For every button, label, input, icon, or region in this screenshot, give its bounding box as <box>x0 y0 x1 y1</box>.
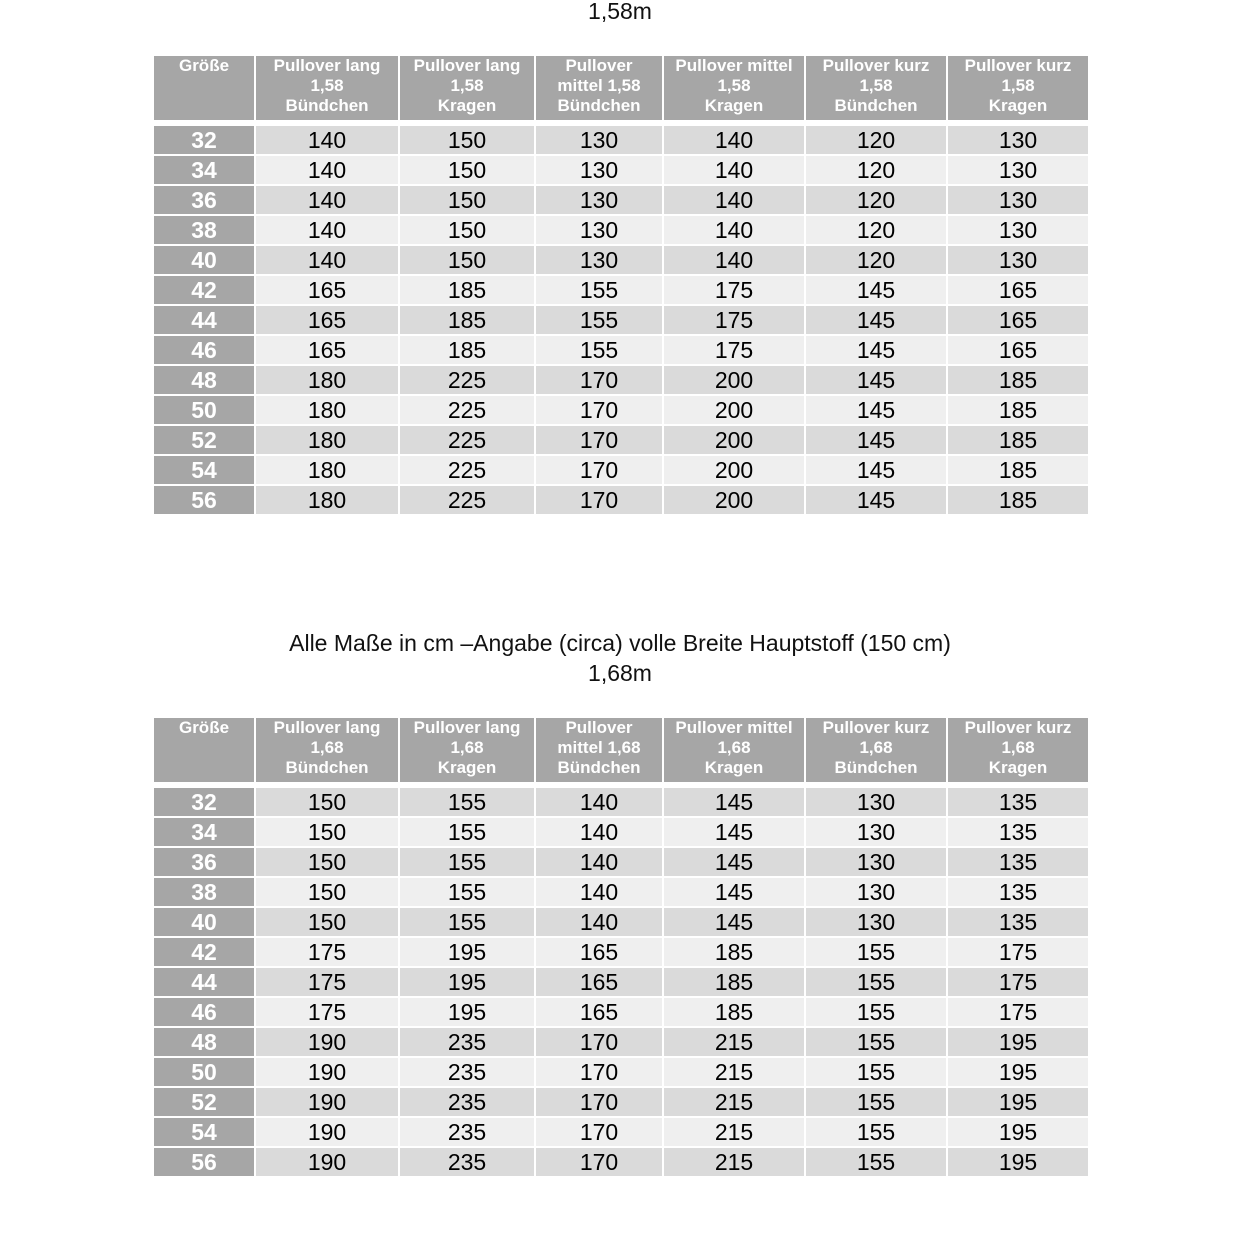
header-line: Pullover lang <box>273 56 381 75</box>
caption-line-2: 1,58m <box>588 0 652 24</box>
measurement-cell: 120 <box>806 156 946 186</box>
header-line: 1,58 <box>310 76 344 95</box>
measurement-cell: 175 <box>948 998 1088 1028</box>
measurement-cell: 185 <box>948 456 1088 486</box>
measurement-cell: 185 <box>400 306 534 336</box>
measurement-cell: 185 <box>948 486 1088 516</box>
measurement-cell: 170 <box>536 1088 662 1118</box>
measurement-cell: 130 <box>948 156 1088 186</box>
measurement-cell: 155 <box>806 968 946 998</box>
measurement-cell: 170 <box>536 426 662 456</box>
measurement-cell: 175 <box>664 336 804 366</box>
measurement-cell: 135 <box>948 848 1088 878</box>
header-line: Pullover mittel <box>675 718 793 737</box>
measurement-cell: 200 <box>664 426 804 456</box>
size-label: 48 <box>154 366 254 396</box>
header-line: Kragen <box>437 758 497 777</box>
measurement-cell: 180 <box>256 396 398 426</box>
table-row <box>154 246 1088 276</box>
measurement-cell: 130 <box>948 126 1088 156</box>
header-line: Pullover kurz <box>822 718 930 737</box>
measurement-cell: 180 <box>256 426 398 456</box>
measurement-cell: 120 <box>806 126 946 156</box>
measurement-cell: 215 <box>664 1118 804 1148</box>
measurement-cell: 175 <box>948 938 1088 968</box>
header-line: 1,58 <box>1001 76 1035 95</box>
measurement-cell: 130 <box>948 186 1088 216</box>
measurement-cell: 170 <box>536 396 662 426</box>
measurement-cell: 170 <box>536 1028 662 1058</box>
size-label: 46 <box>154 336 254 366</box>
measurement-cell: 185 <box>664 968 804 998</box>
size-label: 56 <box>154 486 254 516</box>
measurement-cell: 145 <box>664 788 804 818</box>
measurement-cell: 200 <box>664 396 804 426</box>
measurement-cell: 195 <box>948 1118 1088 1148</box>
size-table-1-68 <box>152 718 1090 1178</box>
measurement-cell: 185 <box>948 426 1088 456</box>
measurement-cell: 225 <box>400 486 534 516</box>
table-row <box>154 968 1088 998</box>
measurement-cell: 145 <box>806 396 946 426</box>
header-line: Bündchen <box>834 758 918 777</box>
header-line: 1,58 <box>717 76 751 95</box>
header-line: 1,68 <box>717 738 751 757</box>
measurement-cell: 140 <box>536 848 662 878</box>
header-line: Pullover kurz <box>822 56 930 75</box>
header-line: Kragen <box>704 96 764 115</box>
measurement-cell: 140 <box>536 788 662 818</box>
measurement-cell: 185 <box>400 276 534 306</box>
measurement-cell: 165 <box>256 336 398 366</box>
measurement-cell: 215 <box>664 1148 804 1178</box>
table-row <box>154 1088 1088 1118</box>
measurement-cell: 120 <box>806 216 946 246</box>
size-label: 44 <box>154 306 254 336</box>
caption-1-68 <box>0 628 1240 688</box>
measurement-cell: 195 <box>400 998 534 1028</box>
measurement-cell: 145 <box>664 878 804 908</box>
header-line: Bündchen <box>557 96 641 115</box>
measurement-cell: 200 <box>664 366 804 396</box>
measurement-cell: 185 <box>948 366 1088 396</box>
measurement-cell: 140 <box>664 156 804 186</box>
header-cell <box>256 56 398 126</box>
size-label: 40 <box>154 908 254 938</box>
measurement-cell: 170 <box>536 1148 662 1178</box>
header-line: 1,68 <box>1001 738 1035 757</box>
header-line: 1,68 <box>859 738 893 757</box>
table-row <box>154 336 1088 366</box>
measurement-cell: 145 <box>664 818 804 848</box>
header-cell <box>400 56 534 126</box>
measurement-cell: 165 <box>536 968 662 998</box>
measurement-cell: 190 <box>256 1088 398 1118</box>
header-line: Kragen <box>988 758 1048 777</box>
measurement-cell: 165 <box>256 276 398 306</box>
measurement-cell: 235 <box>400 1088 534 1118</box>
header-line: Kragen <box>704 758 764 777</box>
measurement-cell: 170 <box>536 486 662 516</box>
measurement-cell: 135 <box>948 908 1088 938</box>
header-groesse <box>154 718 254 788</box>
measurement-cell: 165 <box>256 306 398 336</box>
measurement-cell: 235 <box>400 1148 534 1178</box>
measurement-cell: 215 <box>664 1058 804 1088</box>
header-cell <box>400 718 534 788</box>
size-label: 38 <box>154 216 254 246</box>
measurement-cell: 130 <box>948 246 1088 276</box>
measurement-cell: 140 <box>536 818 662 848</box>
header-line: Pullover kurz <box>964 718 1072 737</box>
measurement-cell: 130 <box>536 216 662 246</box>
table-row <box>154 426 1088 456</box>
measurement-cell: 185 <box>664 938 804 968</box>
table-row <box>154 456 1088 486</box>
measurement-cell: 175 <box>256 968 398 998</box>
measurement-cell: 215 <box>664 1088 804 1118</box>
measurement-cell: 225 <box>400 426 534 456</box>
measurement-cell: 130 <box>536 186 662 216</box>
header-cell <box>664 56 804 126</box>
measurement-cell: 165 <box>948 336 1088 366</box>
table-row <box>154 216 1088 246</box>
table-row <box>154 486 1088 516</box>
header-cell <box>536 718 662 788</box>
measurement-cell: 155 <box>536 336 662 366</box>
measurement-cell: 150 <box>256 878 398 908</box>
measurement-cell: 130 <box>806 908 946 938</box>
measurement-cell: 165 <box>948 306 1088 336</box>
measurement-cell: 190 <box>256 1028 398 1058</box>
measurement-cell: 185 <box>948 396 1088 426</box>
header-line: 1,58 <box>450 76 484 95</box>
measurement-cell: 155 <box>400 908 534 938</box>
measurement-cell: 150 <box>256 788 398 818</box>
table-row <box>154 1118 1088 1148</box>
size-label: 46 <box>154 998 254 1028</box>
table-row <box>154 126 1088 156</box>
measurement-cell: 130 <box>536 126 662 156</box>
measurement-cell: 155 <box>806 1088 946 1118</box>
size-label: 36 <box>154 186 254 216</box>
size-label: 54 <box>154 456 254 486</box>
measurement-cell: 150 <box>400 126 534 156</box>
measurement-cell: 145 <box>806 456 946 486</box>
size-label: 34 <box>154 156 254 186</box>
measurement-cell: 140 <box>536 908 662 938</box>
header-cell <box>948 56 1088 126</box>
table-row <box>154 788 1088 818</box>
header-line: Bündchen <box>834 96 918 115</box>
measurement-cell: 140 <box>536 878 662 908</box>
measurement-cell: 120 <box>806 186 946 216</box>
measurement-cell: 235 <box>400 1118 534 1148</box>
measurement-cell: 130 <box>806 878 946 908</box>
header-groesse <box>154 56 254 126</box>
size-label: 42 <box>154 276 254 306</box>
measurement-cell: 175 <box>256 938 398 968</box>
measurement-cell: 145 <box>664 908 804 938</box>
measurement-cell: 235 <box>400 1058 534 1088</box>
header-line: Kragen <box>437 96 497 115</box>
measurement-cell: 155 <box>806 998 946 1028</box>
measurement-cell: 135 <box>948 788 1088 818</box>
measurement-cell: 145 <box>806 486 946 516</box>
size-label: 50 <box>154 396 254 426</box>
header-line: Pullover lang <box>273 718 381 737</box>
measurement-cell: 155 <box>536 306 662 336</box>
size-label: 54 <box>154 1118 254 1148</box>
table-row <box>154 156 1088 186</box>
table-row <box>154 396 1088 426</box>
table-row <box>154 1058 1088 1088</box>
measurement-cell: 140 <box>664 216 804 246</box>
measurement-cell: 140 <box>256 186 398 216</box>
size-label: 44 <box>154 968 254 998</box>
header-row <box>154 718 1088 788</box>
table-row <box>154 938 1088 968</box>
measurement-cell: 150 <box>400 156 534 186</box>
measurement-cell: 175 <box>256 998 398 1028</box>
measurement-cell: 195 <box>948 1088 1088 1118</box>
measurement-cell: 140 <box>256 156 398 186</box>
measurement-cell: 155 <box>806 1148 946 1178</box>
header-line: 1,68 <box>310 738 344 757</box>
measurement-cell: 170 <box>536 1058 662 1088</box>
measurement-cell: 235 <box>400 1028 534 1058</box>
measurement-cell: 165 <box>536 998 662 1028</box>
measurement-cell: 195 <box>948 1058 1088 1088</box>
measurement-cell: 140 <box>256 246 398 276</box>
measurement-cell: 170 <box>536 1118 662 1148</box>
size-label: 36 <box>154 848 254 878</box>
caption-line-1: Alle Maße in cm –Angabe (circa) volle Breite Hauptstoff (150 cm) <box>289 630 951 656</box>
header-line: 1,58 <box>859 76 893 95</box>
measurement-cell: 185 <box>664 998 804 1028</box>
measurement-cell: 225 <box>400 456 534 486</box>
measurement-cell: 190 <box>256 1118 398 1148</box>
measurement-cell: 195 <box>948 1028 1088 1058</box>
measurement-cell: 215 <box>664 1028 804 1058</box>
measurement-cell: 155 <box>806 1118 946 1148</box>
size-label: 38 <box>154 878 254 908</box>
size-label: 48 <box>154 1028 254 1058</box>
table-row <box>154 848 1088 878</box>
size-label: 32 <box>154 788 254 818</box>
measurement-cell: 145 <box>806 426 946 456</box>
measurement-cell: 155 <box>806 938 946 968</box>
measurement-cell: 195 <box>948 1148 1088 1178</box>
header-cell <box>664 718 804 788</box>
size-label: 34 <box>154 818 254 848</box>
measurement-cell: 155 <box>400 848 534 878</box>
measurement-cell: 120 <box>806 246 946 276</box>
header-line: mittel 1,68 <box>557 738 641 757</box>
table-row <box>154 1148 1088 1178</box>
measurement-cell: 225 <box>400 396 534 426</box>
measurement-cell: 150 <box>256 818 398 848</box>
header-line: Bündchen <box>285 96 369 115</box>
table-row <box>154 1028 1088 1058</box>
measurement-cell: 150 <box>400 216 534 246</box>
measurement-cell: 195 <box>400 968 534 998</box>
table-row <box>154 276 1088 306</box>
table-row <box>154 878 1088 908</box>
measurement-cell: 155 <box>400 818 534 848</box>
header-line: Pullover lang <box>413 56 521 75</box>
measurement-cell: 130 <box>806 818 946 848</box>
measurement-cell: 130 <box>536 156 662 186</box>
measurement-cell: 130 <box>948 216 1088 246</box>
caption-line-2: 1,68m <box>588 660 652 686</box>
header-line: Bündchen <box>557 758 641 777</box>
size-label: 42 <box>154 938 254 968</box>
measurement-cell: 190 <box>256 1058 398 1088</box>
measurement-cell: 170 <box>536 456 662 486</box>
measurement-cell: 185 <box>400 336 534 366</box>
size-label: 40 <box>154 246 254 276</box>
measurement-cell: 130 <box>536 246 662 276</box>
table-row <box>154 186 1088 216</box>
measurement-cell: 155 <box>806 1028 946 1058</box>
table-row <box>154 818 1088 848</box>
header-cell <box>806 718 946 788</box>
measurement-cell: 150 <box>256 848 398 878</box>
measurement-cell: 135 <box>948 878 1088 908</box>
measurement-cell: 130 <box>806 788 946 818</box>
measurement-cell: 150 <box>256 908 398 938</box>
measurement-cell: 140 <box>664 126 804 156</box>
table-row <box>154 908 1088 938</box>
header-line: Pullover lang <box>413 718 521 737</box>
header-row <box>154 56 1088 126</box>
measurement-cell: 175 <box>948 968 1088 998</box>
measurement-cell: 170 <box>536 366 662 396</box>
measurement-cell: 155 <box>536 276 662 306</box>
measurement-cell: 180 <box>256 486 398 516</box>
measurement-cell: 150 <box>400 246 534 276</box>
header-line: Größe <box>178 718 230 737</box>
measurement-cell: 225 <box>400 366 534 396</box>
measurement-cell: 190 <box>256 1148 398 1178</box>
size-label: 50 <box>154 1058 254 1088</box>
measurement-cell: 145 <box>806 336 946 366</box>
measurement-cell: 200 <box>664 456 804 486</box>
size-label: 56 <box>154 1148 254 1178</box>
measurement-cell: 145 <box>806 366 946 396</box>
measurement-cell: 130 <box>806 848 946 878</box>
header-line: Pullover kurz <box>964 56 1072 75</box>
measurement-cell: 155 <box>806 1058 946 1088</box>
table-row <box>154 306 1088 336</box>
size-label: 52 <box>154 1088 254 1118</box>
caption-1-58 <box>0 0 1240 26</box>
measurement-cell: 140 <box>256 126 398 156</box>
header-line: mittel 1,58 <box>557 76 641 95</box>
measurement-cell: 195 <box>400 938 534 968</box>
size-label: 52 <box>154 426 254 456</box>
measurement-cell: 140 <box>664 246 804 276</box>
header-line: Bündchen <box>285 758 369 777</box>
measurement-cell: 145 <box>806 306 946 336</box>
measurement-cell: 150 <box>400 186 534 216</box>
measurement-cell: 180 <box>256 366 398 396</box>
table-row <box>154 998 1088 1028</box>
measurement-cell: 200 <box>664 486 804 516</box>
header-cell <box>536 56 662 126</box>
header-cell <box>806 56 946 126</box>
header-line: Kragen <box>988 96 1048 115</box>
size-label: 32 <box>154 126 254 156</box>
measurement-cell: 145 <box>806 276 946 306</box>
header-line: Pullover mittel <box>675 56 793 75</box>
table-row <box>154 366 1088 396</box>
header-line: Pullover <box>565 718 633 737</box>
header-cell <box>256 718 398 788</box>
measurement-cell: 135 <box>948 818 1088 848</box>
header-cell <box>948 718 1088 788</box>
measurement-cell: 140 <box>256 216 398 246</box>
measurement-cell: 175 <box>664 306 804 336</box>
measurement-cell: 155 <box>400 788 534 818</box>
measurement-cell: 175 <box>664 276 804 306</box>
measurement-cell: 180 <box>256 456 398 486</box>
header-line: 1,68 <box>450 738 484 757</box>
measurement-cell: 165 <box>536 938 662 968</box>
header-line: Größe <box>178 56 230 75</box>
measurement-cell: 155 <box>400 878 534 908</box>
measurement-cell: 145 <box>664 848 804 878</box>
size-table-1-58 <box>152 56 1090 516</box>
measurement-cell: 165 <box>948 276 1088 306</box>
measurement-cell: 140 <box>664 186 804 216</box>
header-line: Pullover <box>565 56 633 75</box>
